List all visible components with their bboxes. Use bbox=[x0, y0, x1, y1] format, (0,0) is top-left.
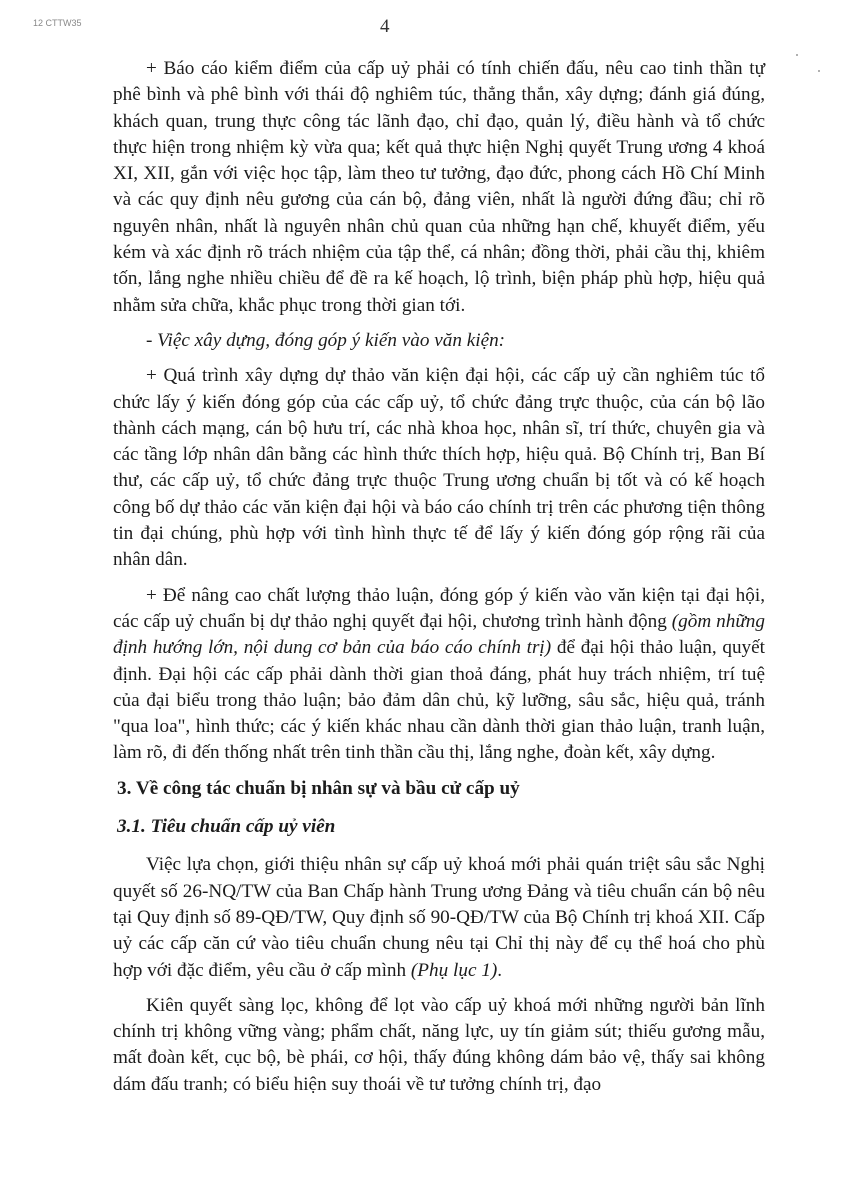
text-run: để đại hội thảo luận, quyết định. Đại hội các cấp phải dành thời gian thoả đáng, phát huy trách nhiệm, trí tuệ của đại biểu trong thảo luận; bảo đảm dân chủ, kỹ lưỡng, sâu sắc, hiệu quả, tránh "qua loa", hình thức; các ý kiến khác nhau cần dành thời gian thảo luận, tranh luận, làm rõ, đi đến thống nhất trên tinh thần cầu thị, lắng nghe, đoàn kết, xây dựng. bbox=[113, 637, 765, 764]
paragraph-self-criticism-report: + Báo cáo kiểm điểm của cấp uỷ phải có tính chiến đấu, nêu cao tinh thần tự phê bình và phê bình với thái độ nghiêm túc, thẳng thắn, xây dựng; đánh giá đúng, khách quan, trung thực công tác lãnh đạo, chỉ đạo, quản lý, điều hành và tổ chức thực hiện trong nhiệm kỳ vừa qua; kết quả thực hiện Nghị quyết Trung ương 4 khoá XI, XII, gắn với việc học tập, làm theo tư tưởng, đạo đức, phong cách Hồ Chí Minh và các quy định nêu gương của cán bộ, đảng viên, nhất là người đứng đầu; chỉ rõ nguyên nhân, nhất là nguyên nhân chủ quan của những hạn chế, khuyết điểm, yếu kém và xác định rõ trách nhiệm của tập thể, cá nhân; đồng thời, phải cầu thị, khiêm tốn, lắng nghe nhiều chiều để đề ra kế hoạch, lộ trình, biện pháp phù hợp, hiệu quả nhằm sửa chữa, khắc phục trong thời gian tới. bbox=[113, 58, 765, 316]
text-run-italic: (Phụ lục 1) bbox=[410, 959, 498, 981]
paragraph-discussion-quality bbox=[113, 583, 765, 767]
section-heading-personnel: 3. Về công tác chuẩn bị nhân sự và bầu cử cấp uỷ bbox=[117, 777, 520, 799]
text-run-italic: (gồm những định hướng lớn, nội dung cơ bản của báo cáo chính trị) bbox=[113, 610, 765, 659]
text-run: + Để nâng cao chất lượng thảo luận, đóng góp ý kiến vào văn kiện tại đại hội, các cấp uỷ chuẩn bị dự thảo nghị quyết đại hội, chương trình hành động bbox=[113, 584, 765, 632]
paragraph-draft-documents: + Quá trình xây dựng dự thảo văn kiện đại hội, các cấp uỷ cần nghiêm túc tổ chức lấy ý kiến đóng góp của các cấp uỷ, tổ chức đảng trực thuộc, của cán bộ lão thành cách mạng, cán bộ hưu trí, các nhà khoa học, nhân sĩ, trí thức, chuyên gia và các tầng lớp nhân dân bằng các hình thức thích hợp, hiệu quả. Bộ Chính trị, Ban Bí thư, các cấp uỷ, tổ chức đảng trực thuộc Trung ương chuẩn bị tốt và có kế hoạch công bố dự thảo các văn kiện đại hội và báo cáo chính trị trên các phương tiện thông tin đại chúng, phù hợp với tình hình thực tế để lấy ý kiến đóng góp rộng rãi của nhân dân. bbox=[113, 365, 765, 571]
paragraph-screening: Kiên quyết sàng lọc, không để lọt vào cấp uỷ khoá mới những người bản lĩnh chính trị không vững vàng; phẩm chất, năng lực, uy tín giảm sút; thiếu gương mẫu, mất đoàn kết, cục bộ, bè phái, cơ hội, thấy đúng không dám bảo vệ, thấy sai không dám đấu tranh; có biểu hiện suy thoái về tư tưởng chính trị, đạo bbox=[113, 994, 765, 1095]
document-body bbox=[113, 56, 765, 1107]
paragraph-personnel-selection bbox=[113, 852, 765, 983]
page-number: 4 bbox=[380, 16, 390, 37]
scan-speck bbox=[818, 70, 820, 72]
subheading-document-contribution: - Việc xây dựng, đóng góp ý kiến vào văn kiện: bbox=[146, 329, 506, 351]
scan-speck bbox=[796, 54, 798, 56]
subsection-heading-standards: 3.1. Tiêu chuẩn cấp uỷ viên bbox=[117, 816, 336, 838]
text-run: . bbox=[497, 959, 503, 981]
document-code: 12 CTTW35 bbox=[33, 18, 82, 28]
text-run: Việc lựa chọn, giới thiệu nhân sự cấp uỷ khoá mới phải quán triệt sâu sắc Nghị quyết số 26-NQ/TW của Ban Chấp hành Trung ương Đảng và tiêu chuẩn cán bộ nêu tại Quy định số 89-QĐ/TW, Quy định số 90-QĐ/TW của Bộ Chính trị khoá XII. Cấp uỷ các cấp căn cứ vào tiêu chuẩn chung nêu tại Chỉ thị này để cụ thể hoá cho phù hợp với đặc điểm, yêu cầu ở cấp mình bbox=[113, 854, 765, 981]
